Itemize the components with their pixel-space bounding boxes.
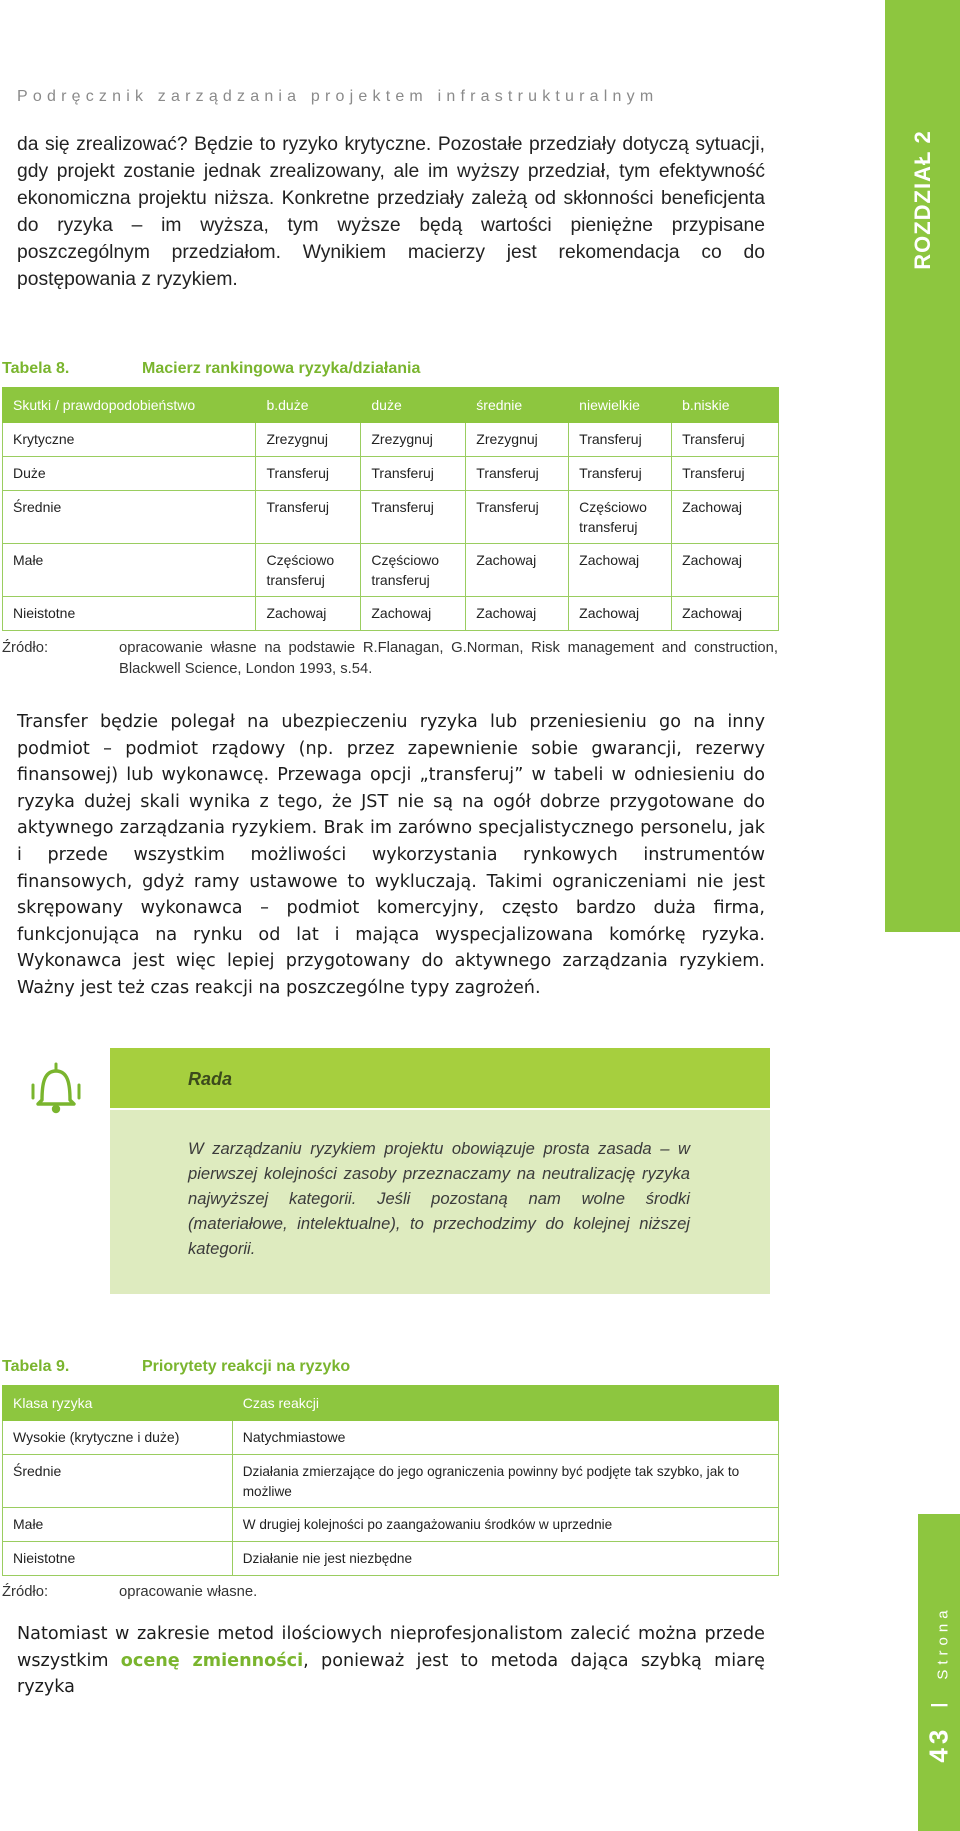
- table8-label: Tabela 8.: [2, 360, 70, 377]
- table-cell: Transferuj: [361, 457, 466, 491]
- table-cell: Zachowaj: [569, 544, 672, 597]
- table8-title: Macierz rankingowa ryzyka/działania: [142, 360, 421, 377]
- page-word: Strona: [934, 1605, 952, 1680]
- table-cell: Zachowaj: [466, 597, 569, 631]
- table8-caption: [2, 360, 421, 378]
- table-cell: Zachowaj: [569, 597, 672, 631]
- table-row: [3, 597, 779, 631]
- table-cell: Transferuj: [569, 457, 672, 491]
- table8-header-cell: Skutki / prawdopodobieństwo: [3, 388, 256, 423]
- table-cell: Zachowaj: [256, 597, 361, 631]
- table9-header-cell: Czas reakcji: [232, 1386, 778, 1421]
- table-row: [3, 544, 779, 597]
- highlighted-term: ocenę zmienności: [120, 1650, 304, 1671]
- table-cell: Transferuj: [466, 457, 569, 491]
- table-cell: Zachowaj: [466, 544, 569, 597]
- table8-header-cell: duże: [361, 388, 466, 423]
- table-cell: Duże: [3, 457, 256, 491]
- table8-source: [2, 638, 778, 680]
- table9-title: Priorytety reakcji na ryzyko: [142, 1358, 351, 1375]
- table8-header-cell: b.niskie: [672, 388, 779, 423]
- table-row: [3, 423, 779, 457]
- table-cell: Zrezygnuj: [256, 423, 361, 457]
- table-cell: Transferuj: [569, 423, 672, 457]
- table-cell: Średnie: [3, 491, 256, 544]
- table-cell: Zachowaj: [672, 544, 779, 597]
- table-cell: Częściowo transferuj: [361, 544, 466, 597]
- table8-header-cell: niewielkie: [569, 388, 672, 423]
- table8-header-cell: b.duże: [256, 388, 361, 423]
- table-row: [3, 491, 779, 544]
- table-cell: Małe: [3, 1508, 233, 1542]
- risk-response-table: [2, 1385, 779, 1576]
- table8-header-row: [3, 388, 779, 423]
- source-text: opracowanie własne.: [119, 1584, 258, 1600]
- table-cell: Nieistotne: [3, 597, 256, 631]
- table8-header-cell: średnie: [466, 388, 569, 423]
- bell-icon: [30, 1060, 82, 1116]
- table-cell: Małe: [3, 544, 256, 597]
- table-cell: Zrezygnuj: [466, 423, 569, 457]
- table-row: [3, 1455, 779, 1508]
- table-cell: Wysokie (krytyczne i duże): [3, 1421, 233, 1455]
- table-cell: Zrezygnuj: [361, 423, 466, 457]
- table9-caption: [2, 1358, 351, 1376]
- transfer-paragraph: Transfer będzie polegał na ubezpieczeniu ryzyka lub przeniesieniu go na inny podmiot – podmiot rządowy (np. przez zapewnienie sobie gwarancji, rezerwy finansowej) lub wykonawcę. Przewaga opcji „transferuj” w tabeli w odniesieniu do ryzyka dużej skali wynika z tego, że JST nie są na ogół dobrze przygotowane do aktywnego zarządzania ryzykiem. Brak im zarówno specjalistycznego personelu, jak i przede wszystkim możliwości wykorzystania rynkowych instrumentów finansowych, gdyż ramy ustawowe to wykluczają. Takimi ograniczeniami nie jest skrępowany wykonawca – podmiot komercyjny, często bardzo duża firma, funkcjonująca na rynku od lat i mająca wyspecjalizowana komórkę ryzyka. Wykonawca jest więc lepiej przygotowany do aktywnego zarządzania ryzykiem. Ważny jest też czas reakcji na poszczególne typy zagrożeń.: [17, 712, 765, 998]
- table-cell: Transferuj: [361, 491, 466, 544]
- intro-paragraph: da się zrealizować? Będzie to ryzyko krytyczne. Pozostałe przedziały dotyczą sytuacji, gdy projekt zostanie jednak zrealizowany, ale im wyższy przedział, tym efektywność ekonomiczna projektu niższa. Konkretne przedziały zależą od skłonności beneficjenta do ryzyka – im wyższa, tym wyższe będą wartości pieniężne przypisane poszczególnym przedziałom. Wynikiem macierzy jest rekomendacja co do postępowania z ryzykiem.: [17, 134, 765, 290]
- table-cell: Zachowaj: [672, 491, 779, 544]
- page-number-tab: [918, 1514, 960, 1831]
- table-cell: Działania zmierzające do jego ograniczenia powinny być podjęte tak szybko, jak to możliwe: [232, 1455, 778, 1508]
- table9-source: [2, 1582, 778, 1603]
- table9-header-row: [3, 1386, 779, 1421]
- advice-title: Rada: [110, 1048, 770, 1108]
- table-cell: Średnie: [3, 1455, 233, 1508]
- table-cell: Nieistotne: [3, 1542, 233, 1576]
- table-cell: Zachowaj: [361, 597, 466, 631]
- page-separator: I: [926, 1696, 954, 1709]
- table9-label: Tabela 9.: [2, 1358, 70, 1375]
- page-label-group: [924, 1605, 955, 1762]
- source-label: Źródło:: [2, 1584, 49, 1600]
- table-cell: W drugiej kolejności po zaangażowaniu środków w uprzednie: [232, 1508, 778, 1542]
- table-cell: Natychmiastowe: [232, 1421, 778, 1455]
- risk-ranking-table: [2, 387, 779, 631]
- closing-text-end: , ponieważ jest to metoda dająca szybką miarę ryzyka: [17, 1650, 765, 1698]
- table-row: [3, 1542, 779, 1576]
- table-row: [3, 1508, 779, 1542]
- source-text: opracowanie własne na podstawie R.Flanagan, G.Norman, Risk management and construction, Blackwell Science, London 1993, s.54.: [119, 640, 778, 677]
- advice-text: W zarządzaniu ryzykiem projektu obowiązuje prosta zasada – w pierwszej kolejności zasoby przeznaczamy na neutralizację ryzyka najwyższej kategorii. Jeśli pozostaną nam wolne środki (materiałowe, intelektualne), to przechodzimy do kolejnej niższej kategorii.: [110, 1110, 770, 1294]
- table-cell: Transferuj: [256, 491, 361, 544]
- table-cell: Transferuj: [672, 423, 779, 457]
- table-cell: Transferuj: [256, 457, 361, 491]
- table-cell: Częściowo transferuj: [569, 491, 672, 544]
- table-cell: Krytyczne: [3, 423, 256, 457]
- table-row: [3, 1421, 779, 1455]
- table-cell: Działanie nie jest niezbędne: [232, 1542, 778, 1576]
- page-number: 43: [923, 1725, 954, 1763]
- chapter-label: ROZDZIAŁ 2: [909, 130, 935, 270]
- table9-header-cell: Klasa ryzyka: [3, 1386, 233, 1421]
- table-cell: Transferuj: [466, 491, 569, 544]
- closing-paragraph: [17, 1621, 765, 1701]
- running-header: Podręcznik zarządzania projektem infrastrukturalnym: [17, 88, 659, 105]
- closing-text: Natomiast w zakresie metod ilościowych nieprofesjonalistom zalecić można przede wszystkim: [17, 1624, 765, 1671]
- table-cell: Transferuj: [672, 457, 779, 491]
- source-label: Źródło:: [2, 640, 49, 656]
- table-row: [3, 457, 779, 491]
- table-cell: Zachowaj: [672, 597, 779, 631]
- table-cell: Częściowo transferuj: [256, 544, 361, 597]
- chapter-tab: [885, 0, 960, 932]
